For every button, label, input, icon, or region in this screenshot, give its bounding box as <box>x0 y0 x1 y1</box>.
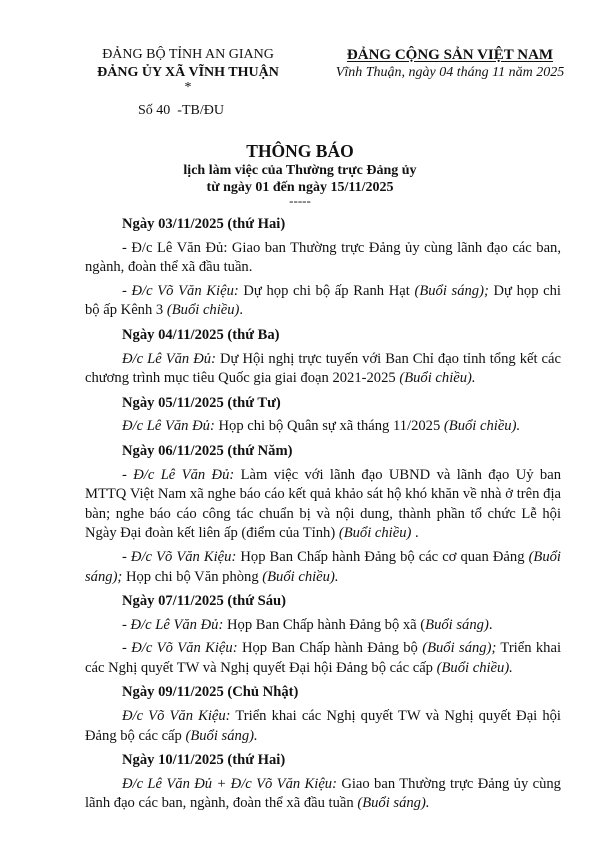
entry-text: Họp Ban Chấp hành Đảng bộ xã ( <box>223 616 426 633</box>
schedule-entry <box>85 548 561 587</box>
schedule-entry <box>85 350 561 389</box>
entry-italic-text: (Buổi chiều). <box>399 370 476 387</box>
title-line2: từ ngày 01 đến ngày 15/11/2025 <box>206 180 394 195</box>
entry-italic-text: - Đ/c Lê Văn Đủ: <box>122 466 235 483</box>
entry-text: Họp chi bộ Văn phòng <box>122 568 263 585</box>
entry-italic-text: (Buổi sáng); <box>414 282 489 299</box>
entry-italic-text: (Buổi sáng). <box>357 795 430 812</box>
entry-text: Họp chi bộ Quân sự xã tháng 11/2025 <box>214 418 444 435</box>
entry-italic-text: (Buổi chiều). <box>262 568 339 585</box>
day-heading: Ngày 07/11/2025 (thứ Sáu) <box>122 593 287 610</box>
entry-italic-text: (Buổi sáng). <box>185 727 258 744</box>
day-heading: Ngày 03/11/2025 (thứ Hai) <box>122 216 286 232</box>
entry-text: Dự họp chi bộ ấp Kênh 3 <box>85 282 561 319</box>
entry-italic-text: (Buổi sáng); <box>422 640 497 657</box>
entry-text: . <box>488 616 493 633</box>
schedule-entry <box>85 707 561 746</box>
issuer-block <box>88 46 288 94</box>
day-heading: Ngày 06/11/2025 (thứ Năm) <box>122 442 293 459</box>
schedule-entry <box>85 616 561 636</box>
entry-italic-text: - Đ/c Lê Văn Đủ: <box>122 616 224 633</box>
doc-number: Số 40 -TB/ĐU <box>138 103 224 118</box>
entry-italic-text: (Buổi chiều) <box>338 525 412 542</box>
entry-italic-text: (Buổi sáng); <box>85 548 561 585</box>
entry-text: Làm việc với lãnh đạo UBND và lãnh đạo Uỷ ban MTTQ Việt Nam xã nghe báo cáo kết quả khảo sát hộ khó khăn về nhà ở trên địa bàn; nghe báo cáo công tác chuẩn bị và nội dung, thành phần tổ chức Lễ hội Ngày Đại đoàn kết liên ấp (điểm của Tỉnh) <box>85 466 561 542</box>
entry-italic-text: Đ/c Lê Văn Đủ: <box>122 350 216 367</box>
entry-italic-text: - Đ/c Võ Văn Kiệu: <box>122 548 237 565</box>
day-heading: Ngày 05/11/2025 (thứ Tư) <box>122 394 281 411</box>
entry-text: Triển khai các Nghị quyết TW và Nghị quyết Đại hội Đảng bộ các cấp <box>85 640 562 676</box>
national-block <box>325 46 575 82</box>
entry-italic-text: Đ/c Võ Văn Kiệu: <box>122 708 231 725</box>
entry-italic-text: - Đ/c Võ Văn Kiệu: <box>122 282 239 299</box>
entry-text: Dự Hội nghị trực tuyến với Ban Chỉ đạo tỉnh tổng kết các chương trình mục tiêu Quốc gia giai đoạn 2021-2025 <box>85 350 561 387</box>
entry-italic-text: (Buổi chiều) <box>166 302 240 319</box>
entry-text: Giao ban Thường trực Đảng ủy cùng lãnh đạo các ban, ngành, đoàn thể xã đầu tuần <box>85 775 561 812</box>
schedule-entry <box>85 775 561 814</box>
entry-text: . <box>411 525 419 542</box>
document-title <box>0 140 600 206</box>
entry-text: Họp Ban Chấp hành Đảng bộ <box>237 640 423 657</box>
entry-text: . <box>239 302 244 319</box>
schedule-entry <box>85 239 561 278</box>
entry-text: - Đ/c Lê Văn Đủ: Giao ban Thường trực Đảng ủy cùng lãnh đạo các ban, ngành, đoàn thể xã đầu tuần. <box>85 239 561 276</box>
entry-italic-text: - Đ/c Võ Văn Kiệu: <box>122 640 238 657</box>
place-date: Vĩnh Thuận, ngày 04 tháng 11 năm 2025 <box>335 65 565 80</box>
entry-italic-text: Buổi sáng) <box>425 616 489 633</box>
title-separator: ----- <box>289 193 311 208</box>
entry-italic-text: (Buổi chiều). <box>443 418 521 435</box>
day-heading: Ngày 04/11/2025 (thứ Ba) <box>122 326 280 343</box>
star-mark: * <box>184 80 192 95</box>
schedule-entry <box>85 282 561 321</box>
title-main: THÔNG BÁO <box>246 141 354 161</box>
party-name: ĐẢNG CỘNG SẢN VIỆT NAM <box>346 47 554 63</box>
entry-italic-text: (Buổi chiều). <box>436 659 513 676</box>
org-parent: ĐẢNG BỘ TỈNH AN GIANG <box>102 47 274 62</box>
schedule-entry <box>85 639 561 678</box>
schedule-entry <box>85 466 561 544</box>
title-line1: lịch làm việc của Thường trực Đảng ủy <box>183 163 417 178</box>
entry-text: Dự họp chi bộ ấp Ranh Hạt <box>238 282 415 299</box>
entry-text: Họp Ban Chấp hành Đảng bộ các cơ quan Đảng <box>236 548 529 565</box>
entry-italic-text: Đ/c Lê Văn Đủ: <box>122 418 215 435</box>
schedule-body <box>85 210 561 818</box>
schedule-entry <box>85 417 561 437</box>
entry-italic-text: Đ/c Lê Văn Đủ + Đ/c Võ Văn Kiệu: <box>122 775 337 792</box>
day-heading: Ngày 10/11/2025 (thứ Hai) <box>122 752 286 769</box>
org-name: ĐẢNG ỦY XÃ VĨNH THUẬN <box>97 65 279 80</box>
day-heading: Ngày 09/11/2025 (Chủ Nhật) <box>122 684 299 701</box>
entry-text: Triển khai các Nghị quyết TW và Nghị quyết Đại hội Đảng bộ các cấp <box>85 708 561 744</box>
